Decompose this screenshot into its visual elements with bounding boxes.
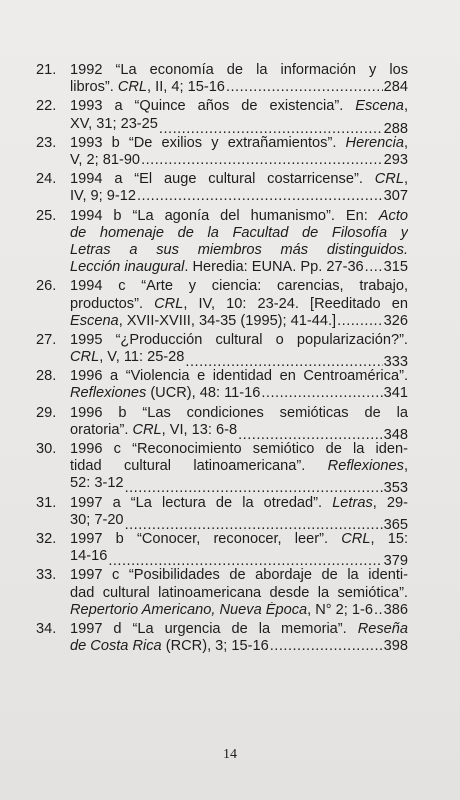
dot-leader [108, 553, 382, 565]
italic-title: de Costa Rica [70, 638, 162, 655]
entry-line: 1996 c “Reconocimiento semiótico de la iden- [70, 441, 408, 458]
entry-text: IV, 9; 9-12 [70, 188, 136, 205]
entry-last-line [36, 188, 408, 205]
italic-title: Escena [70, 312, 119, 329]
italic-title: Herencia [345, 134, 404, 151]
italic-title: Letras [332, 494, 373, 511]
bibliography-entry [36, 135, 408, 169]
italic-title: Escena [355, 98, 404, 115]
entry-text: 52: 3-12 [70, 475, 124, 492]
page-reference: 348 [383, 426, 408, 440]
entry-text: Lección inaugural. Heredia: EUNA. Pp. 27-36 [70, 259, 364, 276]
dot-leader [226, 79, 383, 96]
entry-last-line [36, 475, 408, 492]
entry-last-line [36, 349, 408, 366]
bibliography-entry [36, 495, 408, 529]
italic-title: CRL [154, 295, 184, 312]
bibliography-entry [36, 441, 408, 493]
italic-title: CRL [132, 421, 162, 438]
page-reference: 326 [383, 312, 408, 329]
entry-line: 1992 “La economía de la información y los [70, 62, 408, 78]
page-reference: 288 [383, 120, 408, 133]
dot-leader [141, 152, 383, 169]
entry-last-line [36, 422, 408, 439]
entry-text: XV, 31; 23-25 [70, 115, 158, 132]
entry-last-line [36, 116, 408, 133]
entry-line: 1997 c “Posibilidades de abordaje de la identi- [70, 567, 408, 584]
entry-number: 31. [36, 494, 57, 511]
italic-title: CRL [341, 531, 371, 548]
entry-text: V, 2; 81-90 [70, 151, 141, 168]
entry-line: 1994 a “El auge cultural costarricense”. CRL, [70, 171, 408, 188]
entry-last-line [36, 259, 408, 276]
bibliography-entry [36, 62, 408, 96]
entry-line: tidad cultural latinoamericana”. Reflexiones, [70, 458, 408, 475]
entry-last-line [36, 152, 408, 169]
entry-number: 26. [36, 278, 57, 295]
entry-number: 33. [36, 567, 57, 584]
entry-line: 1997 d “La urgencia de la memoria”. Reseña [70, 621, 408, 638]
entry-last-line [36, 79, 408, 96]
entry-line: 1996 b “Las condiciones semióticas de la [70, 404, 408, 421]
italic-title: Reflexiones [327, 458, 404, 475]
bibliography-entry [36, 621, 408, 655]
page-number: 14 [223, 747, 237, 762]
entry-number: 27. [36, 331, 57, 348]
bibliography-entry [36, 278, 408, 330]
entry-last-line [36, 313, 408, 330]
italic-title: Reseña [357, 621, 408, 638]
page-reference: 333 [383, 354, 408, 367]
entry-text: Escena, XVII-XVIII, 34-35 (1995); 41-44.] [70, 312, 337, 329]
entry-number: 28. [36, 368, 57, 385]
dot-leader [374, 602, 383, 619]
dot-leader [270, 638, 383, 655]
italic-title: de homenaje de la Facultad de Filosofía y [70, 224, 408, 241]
bibliography-entry [36, 531, 408, 565]
entry-line: 1994 b “La agonía del humanismo”. En: Acto [70, 207, 408, 224]
entry-line: 1993 b “De exilios y extrañamientos”. Herencia, [70, 134, 408, 151]
entry-text: libros”. CRL, II, 4; 15-16 [70, 79, 225, 96]
dot-leader [337, 313, 383, 330]
entry-last-line [36, 512, 408, 529]
italic-title: CRL [374, 171, 404, 188]
bibliography-entry [36, 332, 408, 366]
italic-title: Reflexiones [70, 385, 147, 402]
italic-title: Acto [378, 207, 408, 224]
entry-last-line [36, 638, 408, 655]
entry-text: 30; 7-20 [70, 511, 124, 528]
entry-line: 1994 c “Arte y ciencia: carencias, trabajo, [70, 278, 408, 295]
italic-title: CRL [117, 79, 148, 96]
italic-title: CRL [70, 349, 100, 366]
entry-number: 22. [36, 98, 57, 115]
dot-leader [125, 517, 383, 529]
page-reference: 353 [383, 480, 408, 493]
bibliography-entry [36, 98, 408, 132]
page-reference: 293 [383, 151, 408, 168]
entry-line: productos”. CRL, IV, 10: 23-24. [Reeditado en [70, 295, 408, 312]
entry-text: 14-16 [70, 548, 108, 565]
bibliography-list [36, 62, 408, 657]
entry-line [36, 225, 408, 242]
entry-number: 29. [36, 404, 57, 421]
dot-leader [137, 188, 383, 205]
dot-leader [125, 480, 383, 492]
dot-leader [365, 259, 383, 276]
page-reference: 315 [383, 259, 408, 276]
entry-last-line [36, 385, 408, 402]
entry-line: 1997 b “Conocer, reconocer, leer”. CRL, 15: [70, 531, 408, 548]
bibliography-entry [36, 368, 408, 402]
italic-title: Repertorio Americano, Nueva Época [70, 601, 308, 618]
bibliography-entry [36, 405, 408, 439]
page-reference: 365 [383, 516, 408, 530]
dot-leader [261, 385, 382, 402]
page-reference: 398 [383, 638, 408, 655]
entry-last-line [36, 548, 408, 565]
entry-number: 21. [36, 62, 57, 78]
entry-line: 1997 a “La lectura de la otredad”. Letras, 29- [70, 494, 408, 511]
dot-leader [185, 354, 382, 366]
dot-leader [159, 121, 383, 133]
entry-number: 25. [36, 207, 57, 224]
entry-text: Repertorio Americano, Nueva Época, N° 2; 1-6 [70, 601, 373, 618]
page-reference: 341 [383, 385, 408, 402]
entry-number: 34. [36, 621, 57, 638]
entry-last-line [36, 602, 408, 619]
entry-line [36, 242, 408, 259]
entry-text: oratoria”. CRL, VI, 13: 6-8 [70, 421, 238, 438]
entry-line: 1995 “¿Producción cultural o popularización?”. [70, 331, 408, 348]
entry-number: 32. [36, 531, 57, 548]
italic-title: Lección inaugural [70, 259, 185, 276]
dot-leader [238, 427, 383, 439]
entry-number: 24. [36, 171, 57, 188]
page-reference: 379 [383, 553, 408, 566]
entry-text: de Costa Rica (RCR), 3; 15-16 [70, 638, 269, 655]
entry-number: 30. [36, 441, 57, 458]
entry-number: 23. [36, 134, 57, 151]
bibliography-entry [36, 567, 408, 619]
entry-text: Reflexiones (UCR), 48: 11-16 [70, 385, 261, 402]
page-reference: 386 [383, 601, 408, 618]
bibliography-entry [36, 171, 408, 205]
italic-title: Letras a sus miembros más distinguidos. [70, 241, 408, 258]
page-reference: 284 [383, 79, 408, 96]
entry-text: CRL, V, 11: 25-28 [70, 349, 185, 366]
page-reference: 307 [383, 188, 408, 205]
entry-line: 1996 a “Violencia e identidad en Centroamérica”. [70, 368, 408, 385]
entry-line: dad cultural latinoamericana desde la semiótica”. [70, 584, 408, 601]
bibliography-entry [36, 208, 408, 277]
entry-line: 1993 a “Quince años de existencia”. Escena, [70, 98, 408, 115]
